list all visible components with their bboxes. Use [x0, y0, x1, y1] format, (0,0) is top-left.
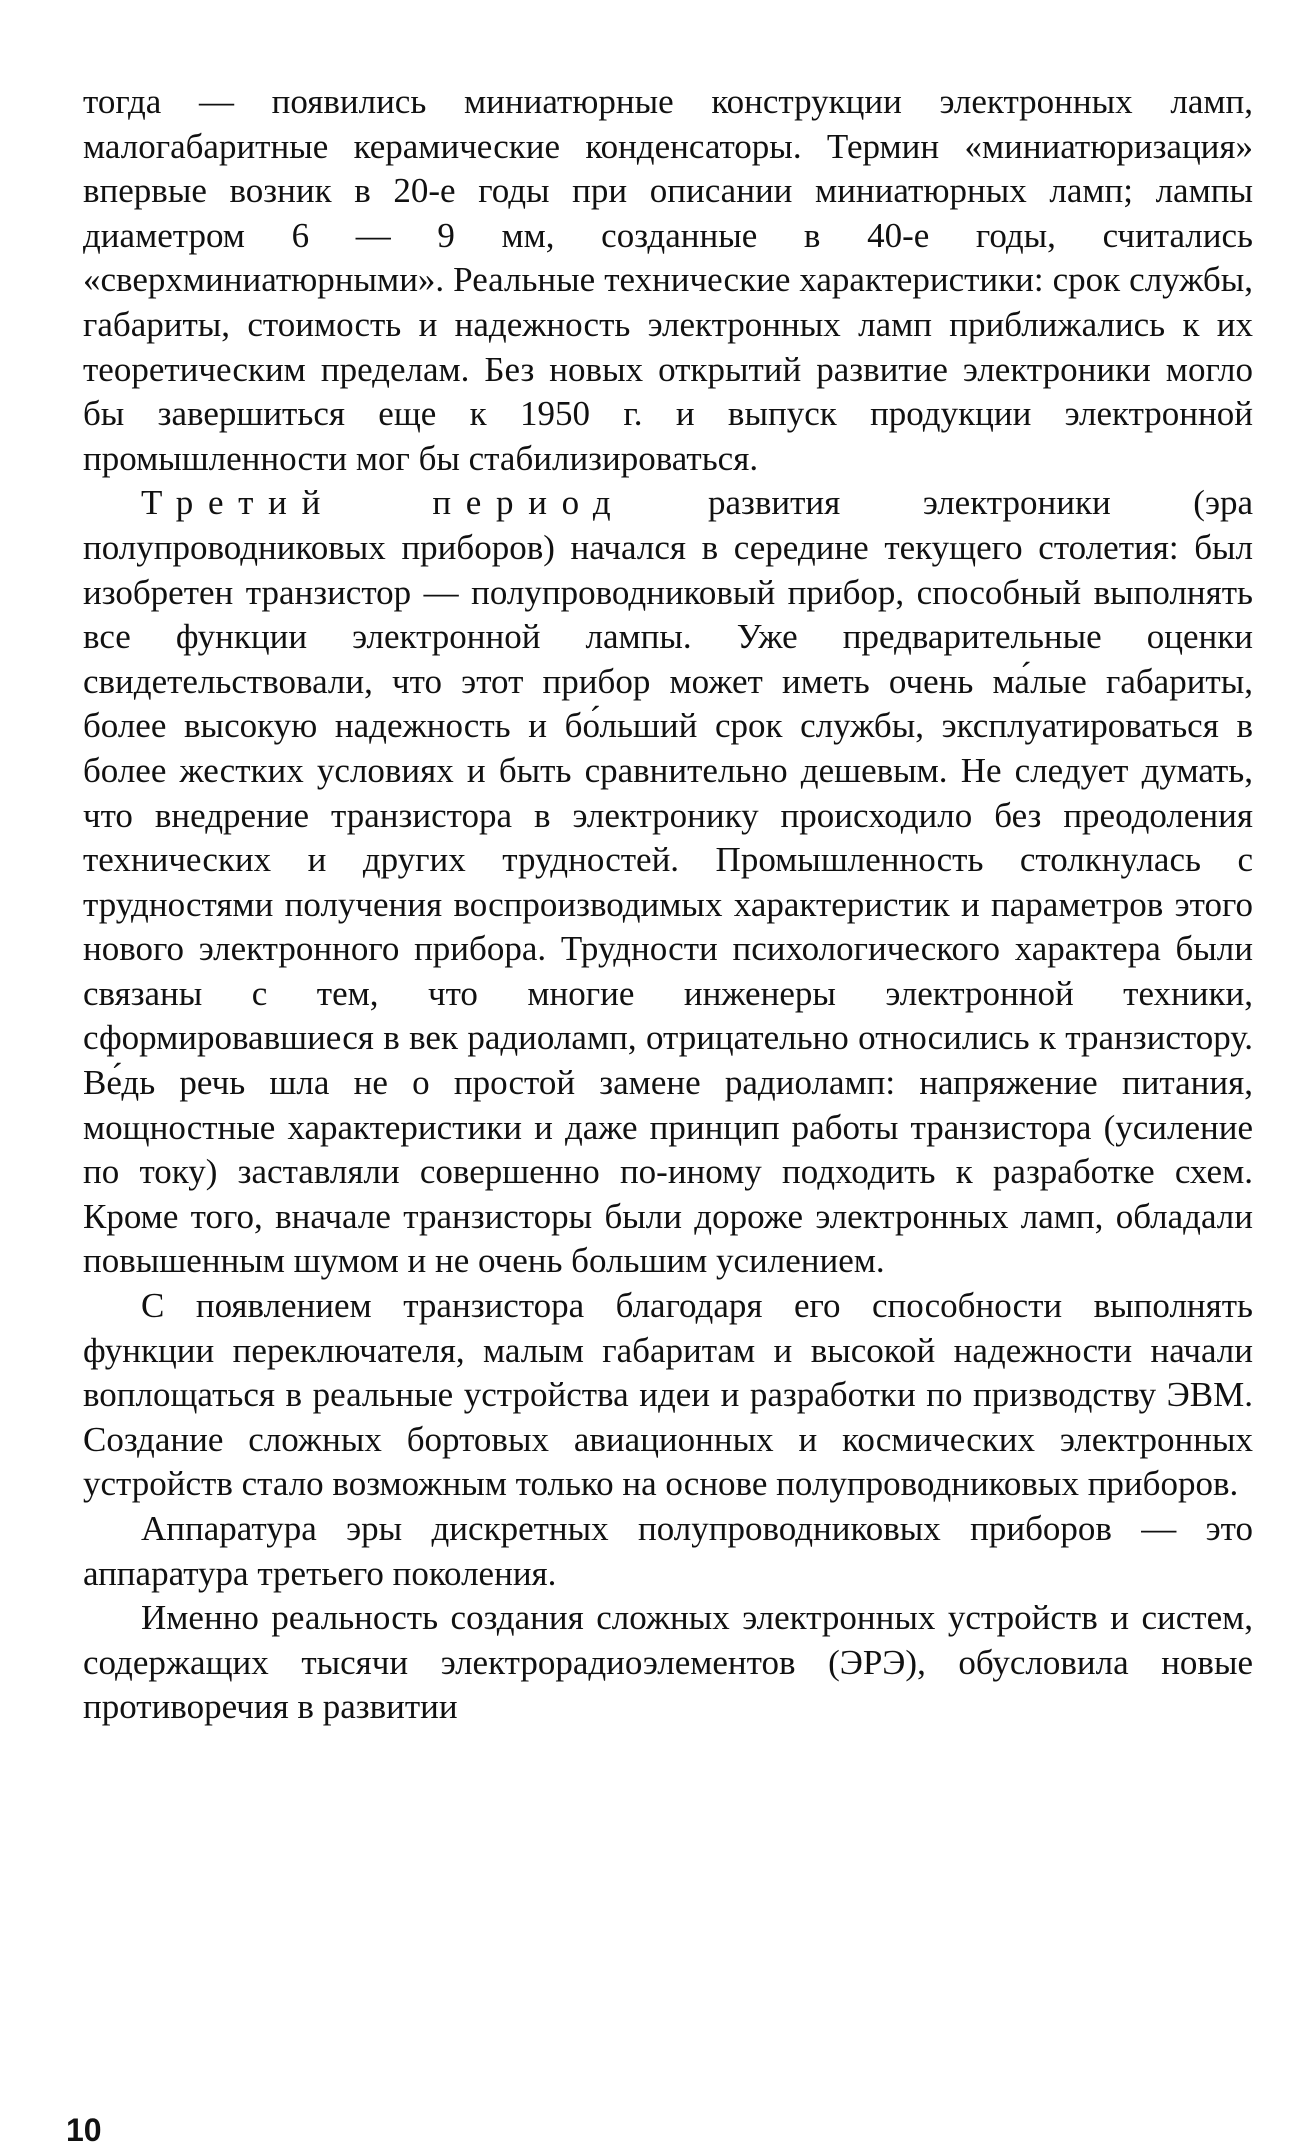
paragraph-3-text: С появлением транзистора благодаря его способности выполнять функции переключателя, малым габаритам и высокой надежности начали воплощаться в реальные устройства идеи и разработки по призводству ЭВМ. Создание сложных бортовых авиационных и космических электронных устройств стало возможным только на основе полупроводниковых приборов. [83, 1286, 1253, 1504]
paragraph-4 [83, 1507, 1253, 1596]
paragraph-2-text: развития электроники (эра полупроводниковых приборов) начался в середине текущего столетия: был изобретен транзистор — полупроводниковый прибор, способный выполнять все функции электронной лампы. Уже предварительные оценки свидетельствовали, что этот прибор может иметь очень ма́лые габариты, более высокую надежность и бо́льший срок службы, эксплуатироваться в более жестких условиях и быть сравнительно дешевым. Не следует думать, что внедрение транзистора в электронику происходило без преодоления технических и других трудностей. Промышленность столкнулась с трудностями получения воспроизводимых характеристик и параметров этого нового электронного прибора. Трудности психологического характера были связаны с тем, что многие инженеры электронной техники, сформировавшиеся в век радиоламп, отрицательно относились к транзистору. Ве́дь речь шла не о простой замене радиоламп: напряжение питания, мощностные характеристики и даже принцип работы транзистора (усиление по току) заставляли совершенно по-иному подходить к разработке схем. Кроме того, вначале транзисторы были дороже электронных ламп, обладали повышенным шумом и не очень большим усилением. [83, 483, 1254, 1281]
paragraph-3 [83, 1284, 1253, 1507]
paragraph-4-text: Аппаратура эры дискретных полупроводниковых приборов — это аппаратура третьего поколения. [83, 1509, 1253, 1593]
paragraph-5-text: Именно реальность создания сложных электронных устройств и систем, содержащих тысячи электрорадиоэлементов (ЭРЭ), обусловила новые противоречия в развитии [83, 1598, 1253, 1727]
third-period-term: Третий период [141, 483, 626, 523]
body-text [83, 80, 1253, 1730]
paragraph-2 [83, 481, 1253, 1284]
paragraph-1-text: тогда — появились миниатюрные конструкции электронных ламп, малогабаритные керамические конденсаторы. Термин «миниатюризация» впервые возник в 20-е годы при описании миниатюрных ламп; лампы диаметром 6 — 9 мм, созданные в 40-е годы, считались «сверхминиатюрными». Реальные технические характеристики: срок службы, габариты, стоимость и надежность электронных ламп приближались к их теоретическим пределам. Без новых открытий развитие электроники могло бы завершиться еще к 1950 г. и выпуск продукции электронной промышленности мог бы стабилизироваться. [83, 82, 1253, 478]
paragraph-1 [83, 80, 1253, 481]
page-number: 10 [66, 2112, 102, 2148]
paragraph-5 [83, 1596, 1253, 1730]
